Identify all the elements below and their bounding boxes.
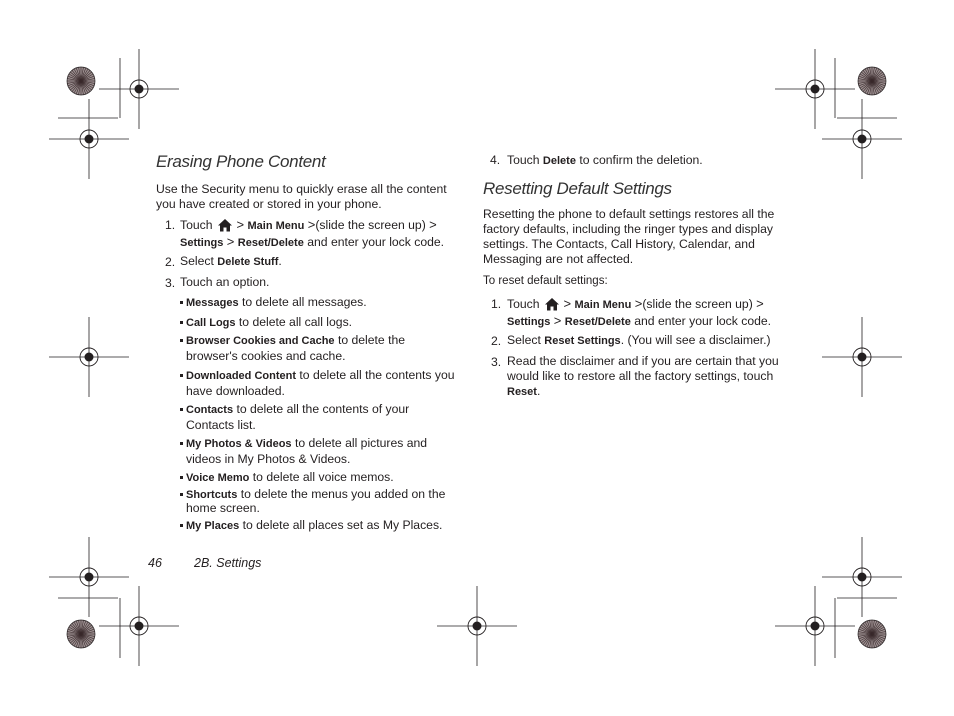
settings-label: Settings: [180, 237, 224, 249]
section-footer: 2B. Settings: [194, 556, 262, 570]
list-item: Voice Memo to delete all voice memos.: [180, 470, 470, 486]
home-icon: [544, 297, 560, 311]
star-target-icon: [67, 67, 95, 95]
step-3: Touch an option.: [180, 275, 270, 289]
section-heading-erasing: Erasing Phone Content: [156, 152, 326, 171]
reset-delete-label: Reset/Delete: [237, 237, 304, 249]
star-target-icon: [67, 620, 95, 648]
list-item: Messages to delete all messages.: [180, 295, 470, 311]
reset-step-3: Read the disclaimer and if you are certain that you would like to restore all the factory settings, touch Reset.: [507, 354, 779, 398]
list-item: My Photos & Videos to delete all pictures and videos in My Photos & Videos.: [180, 436, 470, 467]
reset-step-2: Select Reset Settings. (You will see a disclaimer.): [507, 333, 771, 347]
list-item: Call Logs to delete all call logs.: [180, 315, 470, 331]
step-1: Touch > Main Menu >(slide the screen up) > Settings > Reset/Delete and enter your lock code.: [180, 217, 445, 249]
page-number: 46: [148, 556, 162, 570]
list-item: Contacts to delete all the contents of your Contacts list.: [180, 402, 470, 433]
list-item: Shortcuts to delete the menus you added on the home screen.: [180, 488, 470, 515]
reset-intro-paragraph: Resetting the phone to default settings restores all the factory defaults, including the ringer types and display settings. The Contacts, Call History, Calendar, and Messaging are not affected.: [483, 207, 775, 266]
step-4: Touch Delete to confirm the deletion.: [507, 153, 703, 167]
section-heading-resetting: Resetting Default Settings: [483, 179, 672, 198]
star-target-icon: [858, 620, 886, 648]
step-2: Select Delete Stuff.: [180, 254, 282, 268]
step-number: 1.: [165, 218, 176, 232]
home-icon: [217, 218, 233, 232]
main-menu-label: Main Menu: [247, 220, 305, 232]
procedure-lead: To reset default settings:: [483, 275, 608, 287]
reset-step-1: Touch > Main Menu >(slide the screen up) > Settings > Reset/Delete and enter your lock code.: [507, 296, 772, 328]
star-target-icon: [858, 67, 886, 95]
list-item: Downloaded Content to delete all the contents you have downloaded.: [180, 368, 470, 399]
list-item: Browser Cookies and Cache to delete the browser's cookies and cache.: [180, 333, 470, 364]
list-item: My Places to delete all places set as My Places.: [180, 518, 470, 534]
intro-paragraph: Use the Security menu to quickly erase all the content you have created or stored in your phone.: [156, 182, 447, 211]
